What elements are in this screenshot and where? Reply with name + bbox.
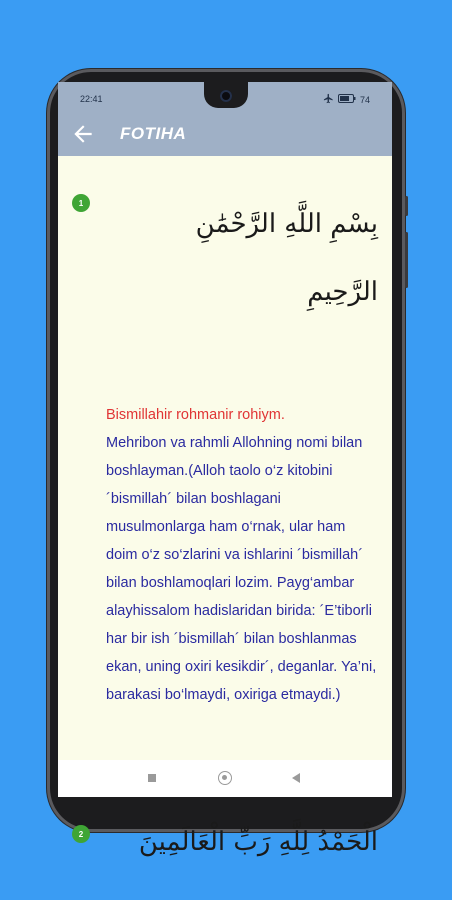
status-time: 22:41 [80,94,103,104]
verse-list[interactable] [58,156,392,857]
verse-translation-text: Mehribon va rahmli Allohning nomi bilan boshlayman.(Alloh taolo o‘z kitobini ´bismillah´ bilan boshlagani musulmonlarga ham o‘rnak, ular ham doim o‘z so‘zlarini va ishlarini ´bismillah´ bilan boshlamoqlari lozim. Payg‘ambar alayhissalom hadislaridan birida: ´E’tiborli har bir ish ´bismillah´ bilan boshlanmas ekan, uning oxiri kesikdir´, deganlar. Ya’ni, barakasi bo‘lmaydi, oxiriga etmaydi.) [106,435,377,703]
status-icons [323,93,370,106]
verse-number-badge: 1 [72,194,90,212]
app-bar [58,112,392,156]
arrow-left-icon[interactable] [70,121,96,147]
page-title: FOTIHA [120,124,187,143]
screen [58,82,392,857]
verse-transliteration: Bismillahir rohmanir rohiym. [106,407,285,423]
front-camera [220,90,232,102]
airplane-icon [323,93,334,106]
verse-number-badge: 2 [72,825,90,843]
back-icon[interactable] [292,773,300,783]
arabic-text: الْحَمْدُ لِلَّهِ رَبِّ الْعَالَمِينَ [138,827,378,857]
volume-button [405,232,408,288]
arabic-text: بِسْمِ اللَّهِ الرَّحْمَٰنِ [195,209,378,239]
home-icon[interactable] [218,771,232,785]
navigation-bar [58,760,392,797]
battery-level: 74 [359,94,370,105]
verse-translation [106,401,378,709]
home-dot [222,775,227,780]
camera-notch [204,82,248,108]
arabic-text: الرَّحِيمِ [307,277,378,307]
battery-icon [338,94,356,105]
power-button [405,196,408,216]
recent-apps-icon[interactable] [148,774,156,782]
